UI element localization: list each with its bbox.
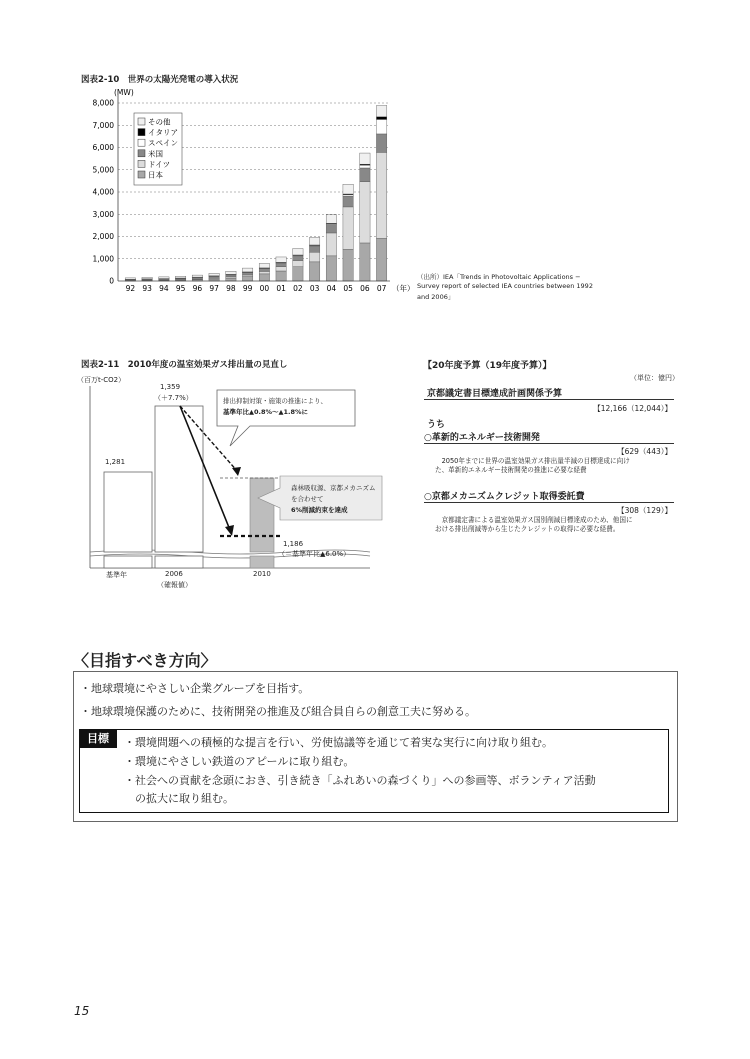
bar-segment-スペイン <box>360 165 370 168</box>
bar-segment-その他 <box>326 215 336 224</box>
x-tick-label: 95 <box>175 284 186 293</box>
budget-item2-title: ○革新的エネルギー技術開発 <box>424 433 540 443</box>
bar-segment-米国 <box>360 168 370 182</box>
y-tick-label: 0 <box>109 276 114 286</box>
bar-segment-日本 <box>343 249 353 281</box>
legend-label: 日本 <box>148 170 163 180</box>
bar-segment-日本 <box>259 274 269 281</box>
y-tick-label: 3,000 <box>92 209 114 219</box>
bar-segment-その他 <box>159 277 169 279</box>
x-tick-label: 98 <box>226 284 236 293</box>
bar-segment-日本 <box>309 262 319 281</box>
y2010-value: 1,186 <box>283 540 304 548</box>
x-tick-label: 94 <box>159 284 169 293</box>
bar-segment-その他 <box>142 277 152 278</box>
y-tick-label: 4,000 <box>92 187 114 197</box>
y2006-bar <box>155 406 203 552</box>
x-label-2010: 2010 <box>253 570 271 578</box>
y-tick-label: 8,000 <box>92 98 114 108</box>
legend-swatch <box>138 150 145 157</box>
source-note-line3: and 2006」 <box>417 293 455 301</box>
bar-segment-日本 <box>326 256 336 281</box>
legend-swatch <box>138 160 145 167</box>
legend-label: スペイン <box>148 138 178 148</box>
callout2-line3: 6%削減約束を達成 <box>291 506 348 514</box>
source-note-line2: Survey report of selected IEA countries between 1992 <box>417 282 593 290</box>
direction-heading: 〈目指すべき方向〉 <box>73 651 217 670</box>
legend-swatch <box>138 139 145 146</box>
bar-segment-その他 <box>226 271 236 274</box>
budget-item1-title: 京都議定書目標達成計画関係予算 <box>427 389 563 399</box>
budget-item2-amount: 【629（443）】 <box>617 447 672 456</box>
x-label-base-year: 基準年 <box>106 571 127 579</box>
x-tick-label: 93 <box>142 284 152 293</box>
y-tick-label: 7,000 <box>92 120 114 130</box>
legend-label: その他 <box>148 117 171 127</box>
divider <box>424 399 674 400</box>
bar-segment-ドイツ <box>326 233 336 256</box>
arrowhead-icon <box>225 525 234 536</box>
budget-item3-desc-line2: おける排出削減等から生じたクレジットの取得に必要な経費。 <box>435 525 620 533</box>
y-tick-label: 2,000 <box>92 232 114 241</box>
budget-item3-desc-line1: 京都議定書による温室効果ガス国別削減目標達成のため、他国に <box>435 516 633 524</box>
bar-segment-ドイツ <box>293 261 303 267</box>
bar-segment-ドイツ <box>343 207 353 249</box>
bar-segment-ドイツ <box>376 152 386 238</box>
callout2-line2: を合わせて <box>291 495 324 503</box>
figure-2-11-title: 図表2-11 2010年度の温室効果ガス排出量の見直し <box>81 360 288 370</box>
x-label-2006-sub: （確報値） <box>157 581 192 589</box>
base-year-value: 1,281 <box>105 458 126 466</box>
bar-segment-その他 <box>259 263 269 267</box>
x-tick-label: 96 <box>192 284 203 293</box>
bar-segment-米国 <box>309 246 319 252</box>
x-unit-suffix: （年） <box>392 284 415 293</box>
goal-item-1: ・環境問題への積極的な提言を行い、労使協議等を通じて着実な実行に向け取り組む。 <box>124 736 553 749</box>
x-tick-label: 05 <box>343 284 353 293</box>
bar-segment-ドイツ <box>309 252 319 262</box>
y2010-bar <box>250 478 274 552</box>
x-tick-label: 97 <box>209 284 219 293</box>
y-tick-label: 5,000 <box>92 165 114 175</box>
budget-item2-desc-line1: 2050年までに世界の温室効果ガス排出量半減の目標達成に向け <box>435 457 630 465</box>
bar-segment-米国 <box>276 263 286 267</box>
y-tick-label: 6,000 <box>92 143 114 152</box>
x-tick-label: 01 <box>276 284 286 293</box>
y2006-percent: （＋7.7%） <box>154 394 193 402</box>
x-tick-label: 00 <box>259 284 270 293</box>
y2006-bar-stub <box>155 556 203 568</box>
x-label-2006: 2006 <box>165 570 183 578</box>
bar-segment-日本 <box>376 238 386 281</box>
page-number: 15 <box>74 1004 90 1018</box>
bar-segment-その他 <box>309 237 319 245</box>
legend-label: ドイツ <box>148 159 171 169</box>
y2006-value: 1,359 <box>160 383 181 391</box>
bar-segment-その他 <box>209 273 219 275</box>
bar-segment-その他 <box>276 257 286 262</box>
goal-label: 目標 <box>79 729 117 748</box>
direction-bullet-1: ・地球環境にやさしい企業グループを目指す。 <box>80 682 310 695</box>
bar-segment-ドイツ <box>242 275 252 277</box>
goal-item-3b: の拡大に取り組む。 <box>124 792 234 805</box>
bar-segment-その他 <box>376 105 386 116</box>
ghg-unit-label: （百万t-CO2） <box>77 376 126 384</box>
bar-segment-スペイン <box>343 195 353 196</box>
bar-segment-その他 <box>192 275 202 277</box>
callout2-line1: 森林吸収源、京都メカニズム <box>291 484 376 492</box>
x-tick-label: 02 <box>293 284 303 293</box>
y-tick-label: 1,000 <box>92 254 114 264</box>
base-year-bar-stub <box>104 556 152 568</box>
direction-bullet-2: ・地球環境保護のために、技術開発の推進及び組合員自らの創意工夫に努める。 <box>80 705 476 718</box>
divider <box>424 443 674 444</box>
callout1-line2: 基準年比▲0.8%〜▲1.8%に <box>223 408 309 416</box>
x-tick-label: 06 <box>360 284 370 293</box>
x-tick-label: 07 <box>376 284 387 293</box>
bar-segment-ドイツ <box>259 271 269 273</box>
y-unit-label: (MW) <box>114 88 134 97</box>
callout1-line1: 排出抑制対策・施策の推進により、 <box>223 397 327 405</box>
goal-item-2: ・環境にやさしい鉄道のアピールに取り組む。 <box>124 755 355 768</box>
bar-segment-その他 <box>175 276 185 278</box>
legend-label: イタリア <box>148 128 178 138</box>
budget-unit: （単位：億円） <box>630 374 679 382</box>
bar-segment-日本 <box>360 243 370 281</box>
budget-item3-amount: 【308（129）】 <box>617 506 672 515</box>
bar-segment-米国 <box>343 196 353 207</box>
bar-segment-日本 <box>293 267 303 281</box>
budget-item2-desc-line2: た、革新的エネルギー技術開発の推進に必要な経費 <box>435 466 587 474</box>
budget-heading: 【20年度予算（19年度予算）】 <box>423 361 552 371</box>
bar-segment-米国 <box>293 256 303 261</box>
divider <box>424 502 674 503</box>
bar-segment-その他 <box>343 184 353 194</box>
bar-segment-その他 <box>125 278 135 279</box>
bar-segment-その他 <box>360 153 370 164</box>
figure-2-10-title: 図表2-10 世界の太陽光発電の導入状況 <box>81 75 239 85</box>
bar-segment-日本 <box>242 277 252 281</box>
x-tick-label: 99 <box>242 284 253 293</box>
budget-item3-title: ○京都メカニズムクレジット取得委託費 <box>424 492 585 502</box>
bar-segment-ドイツ <box>276 267 286 271</box>
source-note-line1: （出所）IEA「Trends in Photovoltaic Applications − <box>417 273 581 281</box>
bar-segment-その他 <box>242 268 252 272</box>
y2010-bar-stub <box>250 556 274 568</box>
budget-uchi: うち <box>427 420 446 430</box>
base-year-bar <box>104 472 152 552</box>
solar-stacked-bar-chart <box>72 85 415 297</box>
x-tick-label: 92 <box>125 284 136 293</box>
bar-segment-スペイン <box>376 119 386 133</box>
arrowhead-icon <box>232 467 241 476</box>
bar-segment-米国 <box>376 134 386 152</box>
legend-label: 米国 <box>148 149 163 159</box>
legend-swatch <box>138 171 145 178</box>
bar-segment-その他 <box>293 249 303 255</box>
budget-item1-amount: 【12,166（12,044）】 <box>593 404 672 413</box>
x-tick-label: 03 <box>309 284 320 293</box>
goal-item-3a: ・社会への貢献を念頭におき、引き続き「ふれあいの森づくり」への参画等、ボランティア活動 <box>124 774 596 787</box>
x-tick-label: 04 <box>326 284 337 293</box>
bar-segment-日本 <box>276 271 286 281</box>
bar-segment-ドイツ <box>360 182 370 243</box>
legend-swatch <box>138 129 145 136</box>
legend-swatch <box>138 118 145 125</box>
y2010-percent: （＝基準年比▲6.0%） <box>278 550 351 558</box>
bar-segment-イタリア <box>376 117 386 120</box>
bar-segment-米国 <box>326 225 336 233</box>
bar-segment-日本 <box>226 278 236 281</box>
